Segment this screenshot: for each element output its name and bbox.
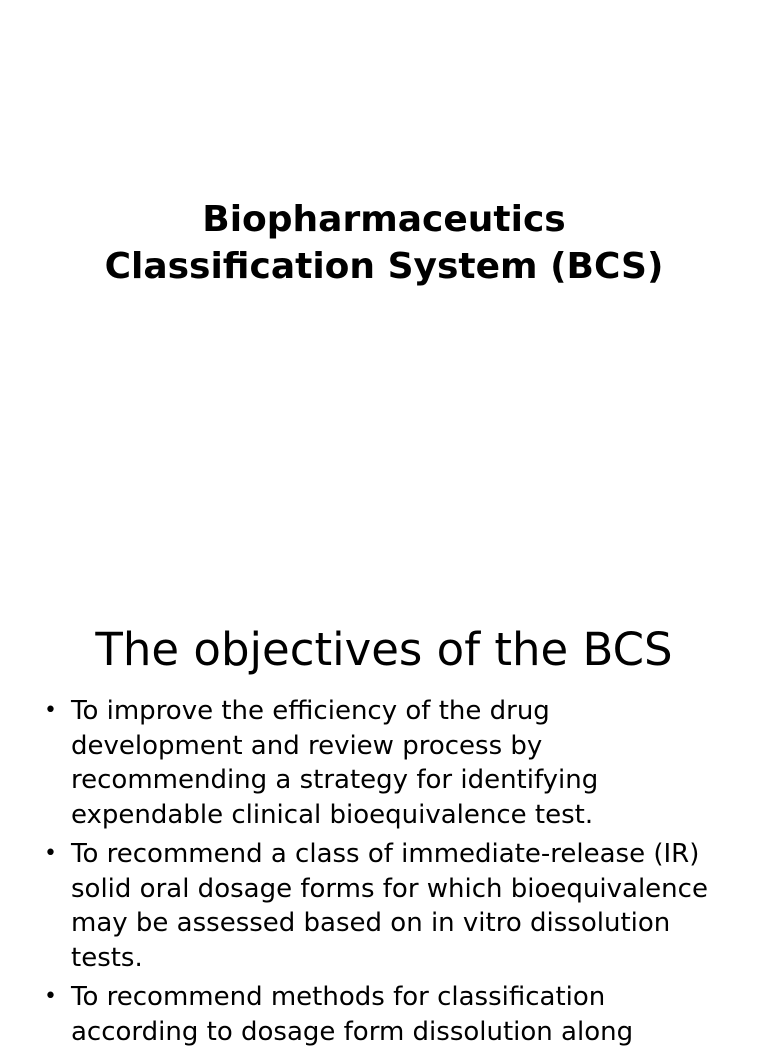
title-line-2: Classification System (BCS) (104, 246, 664, 287)
list-item (0, 694, 720, 832)
bullet-text: To recommend a class of immediate-release (IR) solid oral dosage forms for which bioequivalence may be assessed based on in vitro dissolution tests. (71, 839, 708, 973)
objectives-list (0, 694, 720, 1054)
slide-title-heading (40, 196, 728, 290)
bullet-text: To improve the efficiency of the drug development and review process by recommending a strategy for identifying expendable clinical bioequivalence test. (71, 696, 599, 830)
bullet-icon: • (44, 698, 57, 723)
title-line-1: Biopharmaceutics (202, 199, 566, 240)
list-item (0, 980, 720, 1049)
objectives-heading: The objectives of the BCS (95, 623, 673, 676)
bullet-icon: • (44, 984, 57, 1009)
list-item (0, 837, 720, 975)
slide-objectives (0, 596, 768, 1047)
bullet-text: To recommend methods for classification according to dosage form dissolution along (71, 982, 634, 1047)
bullet-icon: • (44, 841, 57, 866)
